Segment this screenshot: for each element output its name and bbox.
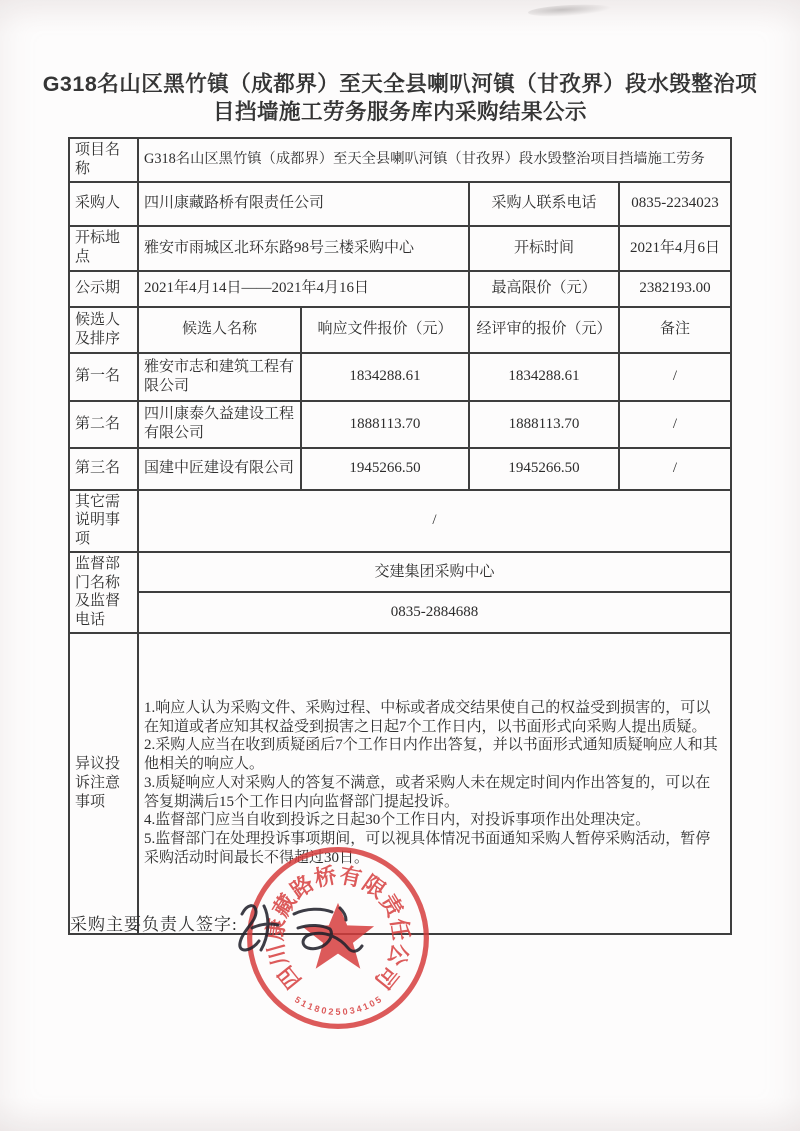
seal-company-char: 任 (386, 916, 413, 942)
seal-company-char: 公 (383, 940, 413, 969)
seal-company-char: 四 (273, 961, 306, 994)
signature-stroke (340, 908, 346, 920)
candidate-rank: 第一名 (69, 353, 138, 401)
seal-company-char: 责 (375, 890, 407, 922)
table-row (69, 182, 731, 226)
seal-number-digit: 3 (348, 1005, 356, 1016)
seal-number-digit: 5 (292, 994, 303, 1006)
candidate-name: 四川康泰久益建设工程有限公司 (138, 401, 301, 448)
table-row (69, 271, 731, 307)
signature-stroke (298, 925, 362, 951)
purchaser-value: 四川康藏路桥有限责任公司 (138, 182, 469, 226)
seal-number-digit: 0 (342, 1006, 349, 1017)
objection-item: 3.质疑响应人对采购人的答复不满意，或者采购人未在规定时间内作出答复的，可以在答复期满后15个工作日内向监督部门提起投诉。 (144, 774, 711, 810)
signature-label: 采购主要负责人签字: (70, 915, 238, 934)
objection-item: 2.采购人应当在收到质疑函后7个工作日内作出答复，并以书面形式通知质疑响应人和其他相关的响应人。 (144, 737, 718, 773)
page-title-line2: 目挡墙施工劳务服务库内采购结果公示 (212, 100, 587, 124)
seal-company-char: 限 (357, 871, 390, 904)
table-row (69, 592, 731, 633)
seal-number-digit: 1 (361, 1000, 370, 1013)
signature-stroke (294, 909, 332, 914)
table-row (69, 138, 731, 182)
candidate-bid: 1888113.70 (301, 401, 469, 448)
candidates-remark-header: 备注 (619, 307, 731, 353)
candidates-bid-header: 响应文件报价（元） (301, 307, 469, 353)
signature-stroke (261, 906, 268, 950)
seal-number-digit: 5 (373, 994, 384, 1006)
other-notes-label: 其它需说明事项 (69, 490, 138, 552)
bid-location-label: 开标地点 (69, 226, 138, 271)
objection-item: 1.响应人认为采购文件、采购过程、中标或者成交结果使自己的权益受到损害的，可以在知道或者应知其权益受到损害之日起7个工作日内，以书面形式向采购人提出质疑。 (144, 699, 711, 735)
max-price-label: 最高限价（元） (469, 271, 619, 307)
seal-company-char: 藏 (269, 890, 301, 922)
max-price-value: 2382193.00 (619, 271, 731, 307)
candidates-rank-header: 候选人及排序 (69, 307, 138, 353)
publicity-period-value: 2021年4月14日——2021年4月16日 (138, 271, 469, 307)
table-row (69, 226, 731, 271)
candidate-rank: 第三名 (69, 448, 138, 490)
candidate-bid: 1834288.61 (301, 353, 469, 401)
supervision-phone-value: 0835-2884688 (138, 592, 731, 633)
candidate-evaluated: 1834288.61 (469, 353, 619, 401)
supervision-name-value: 交建集团采购中心 (138, 552, 731, 593)
seal-number-digit: 5 (335, 1006, 341, 1017)
page-title (0, 70, 800, 126)
seal-number-digit: 2 (327, 1006, 334, 1017)
purchaser-phone-value: 0835-2234023 (619, 182, 731, 226)
seal-company-char: 路 (286, 871, 319, 904)
candidate-name: 国建中匠建设有限公司 (138, 448, 301, 490)
candidate-row (69, 448, 731, 490)
seal-number-digit: 1 (306, 1000, 315, 1013)
seal-company-char: 康 (263, 916, 290, 942)
project-name-value: G318名山区黑竹镇（成都界）至天全县喇叭河镇（甘孜界）段水毁整治项目挡墙施工劳务 (138, 138, 731, 182)
seal-company-char: 桥 (312, 863, 339, 892)
candidates-name-header: 候选人名称 (138, 307, 301, 353)
publicity-period-label: 公示期 (69, 271, 138, 307)
bid-location-value: 雅安市雨城区北环东路98号三楼采购中心 (138, 226, 469, 271)
seal-company-char: 川 (263, 940, 293, 969)
candidate-evaluated: 1945266.50 (469, 448, 619, 490)
seal-number-digit: 0 (367, 998, 377, 1010)
candidate-bid: 1945266.50 (301, 448, 469, 490)
candidate-name: 雅安市志和建筑工程有限公司 (138, 353, 301, 401)
candidates-header-row (69, 307, 731, 353)
page-title-line1: G318名山区黑竹镇（成都界）至天全县喇叭河镇（甘孜界）段水毁整治项 (42, 72, 758, 96)
objection-item: 4.监督部门应当自收到投诉之日起30个工作日内，对投诉事项作出处理决定。 (144, 812, 651, 829)
objection-label: 异议投诉注意事项 (69, 633, 138, 934)
table-row (69, 490, 731, 552)
signature-stroke (252, 924, 278, 928)
other-notes-value: / (138, 490, 731, 552)
bid-time-value: 2021年4月6日 (619, 226, 731, 271)
purchaser-phone-label: 采购人联系电话 (469, 182, 619, 226)
candidate-evaluated: 1888113.70 (469, 401, 619, 448)
seal-company-char: 司 (370, 961, 403, 994)
table-row (69, 552, 731, 593)
bid-time-label: 开标时间 (469, 226, 619, 271)
scan-artifact (528, 3, 612, 18)
supervision-label: 监督部门名称及监督电话 (69, 552, 138, 633)
candidate-remark: / (619, 353, 731, 401)
purchaser-label: 采购人 (69, 182, 138, 226)
candidate-remark: / (619, 401, 731, 448)
objection-item: 5.监督部门在处理投诉事项期间，可以视具体情况书面通知采购人暂停采购活动，暂停采购活动时间最长不得超过30日。 (144, 831, 711, 866)
candidate-rank: 第二名 (69, 401, 138, 448)
seal-company-char: 有 (337, 863, 364, 892)
procurement-result-table (68, 137, 732, 935)
objection-notes (138, 633, 731, 934)
candidate-row (69, 401, 731, 448)
seal-number-digit: 1 (299, 998, 309, 1010)
candidate-row (69, 353, 731, 401)
candidates-evaluated-header: 经评审的报价（元） (469, 307, 619, 353)
handwritten-signature (228, 888, 378, 978)
seal-number-digit: 4 (355, 1003, 363, 1015)
seal-number-digit: 0 (320, 1005, 328, 1016)
project-name-label: 项目名称 (69, 138, 138, 182)
signature-stroke (240, 906, 259, 950)
candidate-remark: / (619, 448, 731, 490)
seal-number-digit: 8 (313, 1003, 321, 1015)
